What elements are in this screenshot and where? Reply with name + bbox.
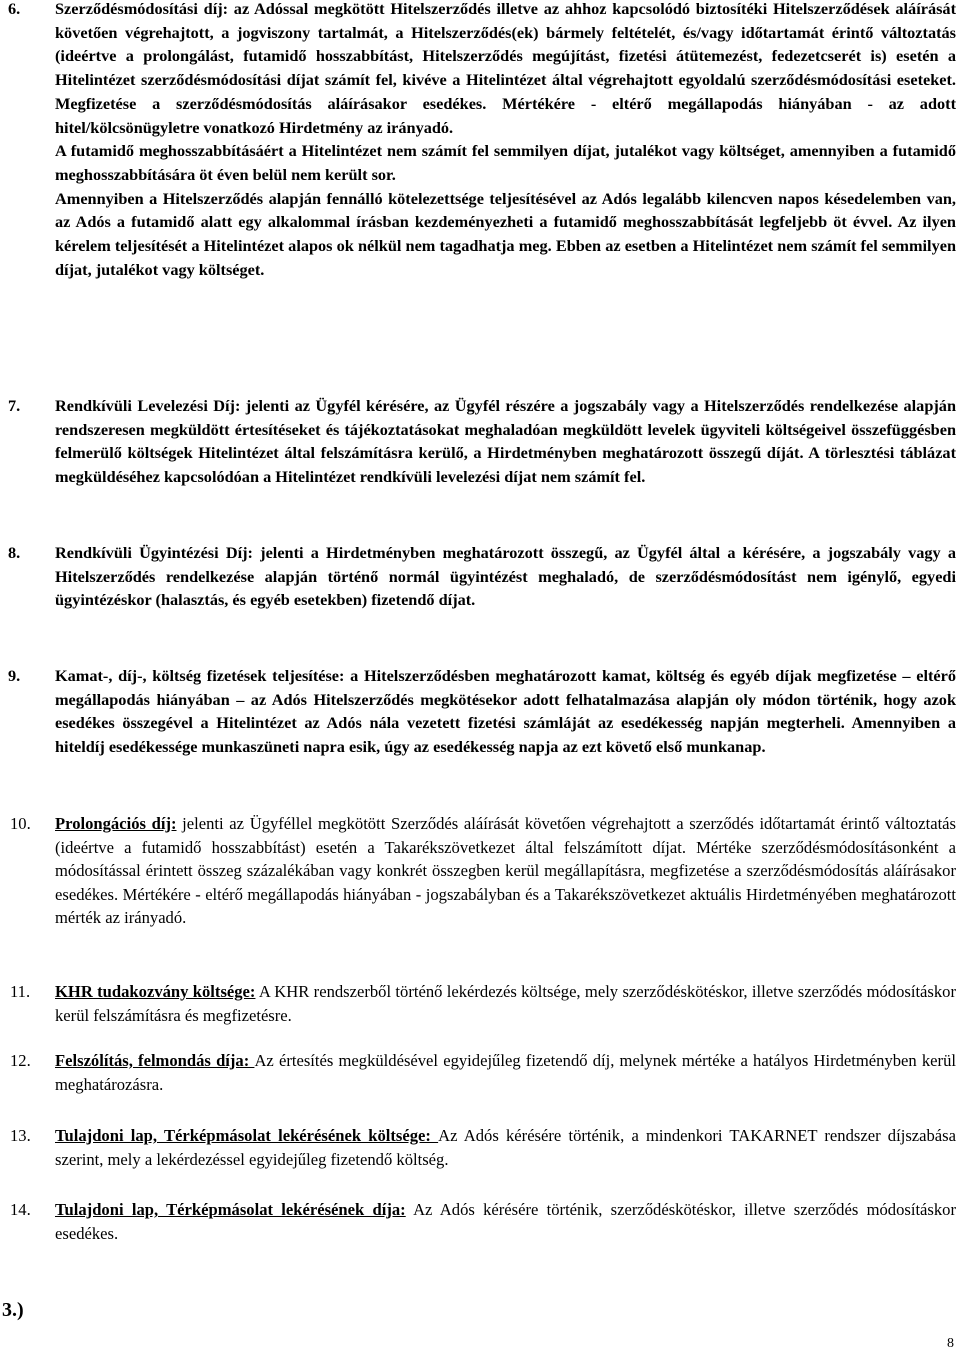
clause-6 [8,0,956,281]
clause-heading: Prolongációs díj: [55,814,177,833]
clause-paragraph: A futamidő meghosszabbításáért a Hitelintézet nem számít fel semmilyen díjat, jutalékot vagy költséget, amennyiben a futamidő meghosszabbítására öt éven belül nem került sor. [55,141,956,184]
clause-heading: Felszólítás, felmondás díja: [55,1051,255,1070]
clause-7 [8,394,956,489]
clause-text: A KHR rendszerből történő lekérdezés költsége, mely szerződéskötéskor, illetve szerződés módosításkor kerül felszámításra és megfizetésre. [55,982,956,1025]
clause-number: 8. [8,543,21,562]
clause-text: Kamat-, díj-, költség fizetések teljesítése: a Hitelszerződésben meghatározott kamat, költség és egyéb díjak megfizetése – eltérő megállapodás hiányában – az Adós Hitelszerződés megkötésekor adott felhatalmazása alapján oly módon történik, hogy azok esedékes összegével a Hitelintézet az Adós nála vezetett fizetési számláját az esedékesség napján megterheli. Amennyiben a hiteldíj esedékessége munkaszüneti napra esik, úgy az esedékesség napja az ezt követő első munkanap. [55,666,956,757]
clause-14 [8,1198,956,1245]
clause-text: Az Adós kérésére történik, a mindenkori TAKARNET rendszer díjszabása szerint, mely a lekérdezéssel egyidejűleg fizetendő költség. [55,1126,956,1169]
clause-12 [8,1049,956,1096]
section-reference: 3.) [2,1299,24,1321]
clause-number: 10. [10,814,31,833]
clause-number: 7. [8,396,21,415]
clause-text: Az értesítés megküldésével egyidejűleg fizetendő díj, melynek mértéke a hatályos Hirdetményben kerül meghatározásra. [55,1051,956,1094]
page-number: 8 [947,1336,954,1351]
clause-text: jelenti az Ügyféllel megkötött Szerződés aláírását követően végrehajtott a szerződés időtartamát érintő változtatás (ideértve a futamidő hosszabbítást) esetén a Takarékszövetkezet által felszámított díjat. Mértéke szerződésmódosításonként a módosítással érintett összeg százalékában vagy konkrét összegben kerül megállapításra, megfizetése a szerződésmódosítás aláírásakor esedékes. Mértékére - eltérő megállapodás hiányában - jogszabályban és a Takarékszövetkezet aktuális Hirdetményében meghatározott mérték az irányadó. [55,814,956,928]
clause-number: 6. [8,0,21,18]
clause-heading: KHR tudakozvány költsége: [55,982,256,1001]
clause-number: 9. [8,666,21,685]
clause-number: 13. [10,1126,31,1145]
clause-11 [8,980,956,1027]
clause-number: 11. [10,982,31,1001]
clause-10 [8,812,956,930]
clause-number: 12. [10,1051,31,1070]
clause-text: Rendkívüli Levelezési Díj: jelenti az Ügyfél kérésére, az Ügyfél részére a jogszabály vagy a Hitelszerződés rendelkezése alapján rendszeresen megküldött értesítéseket és tájékoztatásokat meghaladóan megküldött levelek ügyviteli költségeivel összefüggésben felmerülő költségek Hitelintézet által felszámításra kerülő, a Hirdetményben meghatározott összegű díját. A törlesztési táblázat megküldéséhez kapcsolódóan a Hitelintézet rendkívüli levelezési díjat nem számít fel. [55,396,956,487]
clause-heading: Tulajdoni lap, Térképmásolat lekérésének költsége: [55,1126,439,1145]
clause-number: 14. [10,1200,31,1219]
clause-13 [8,1124,956,1171]
clause-8 [8,541,956,612]
clause-paragraph: Szerződésmódosítási díj: az Adóssal megkötött Hitelszerződés illetve az ahhoz kapcsolódó biztosítéki Hitelszerződések aláírását követően végrehajtott, a jogviszony tartalmát, a Hitelszerződés(ek) bármely feltételét, és/vagy időtartamát érintő változtatás (ideértve a prolongálást, futamidő hosszabbítást, Hitelszerződés megújítást, fizetési átütemezést, fedezetcserét is) esetén a Hitelintézet szerződésmódosítási díjat számít fel, kivéve a Hitelintézet által végrehajtott egyoldalú szerződésmódosítási eseteket. Megfizetése a szerződésmódosítás aláírásakor esedékes. Mértékére - eltérő megállapodás hiányában - az adott hitel/kölcsönügyletre vonatkozó Hirdetmény az irányadó. [55,0,956,137]
clause-text: Az Adós kérésére történik, szerződéskötéskor, illetve szerződés módosításkor esedékes. [55,1200,956,1243]
clause-heading: Tulajdoni lap, Térképmásolat lekérésének díja: [55,1200,406,1219]
clause-paragraph: Amennyiben a Hitelszerződés alapján fennálló kötelezettsége teljesítésével az Adós legalább kilencven napos késedelemben van, az Adós a futamidő alatt egy alkalommal írásban kezdeményezheti a futamidő meghosszabbítását legfeljebb öt évvel. Az ilyen kérelem teljesítését a Hitelintézet alapos ok nélkül nem tagadhatja meg. Ebben az esetben a Hitelintézet nem számít fel semmilyen díjat, jutalékot vagy költséget. [55,188,956,279]
clause-text: Rendkívüli Ügyintézési Díj: jelenti a Hirdetményben meghatározott összegű, az Ügyfél által a kérésére, a jogszabály vagy a Hitelszerződés rendelkezése alapján történő normál ügyintézést meghaladó, de szerződésmódosítást nem igénylő, egyedi ügyintézéskor (halasztás, és egyéb esetekben) fizetendő díjat. [55,543,956,610]
clause-9 [8,664,956,759]
